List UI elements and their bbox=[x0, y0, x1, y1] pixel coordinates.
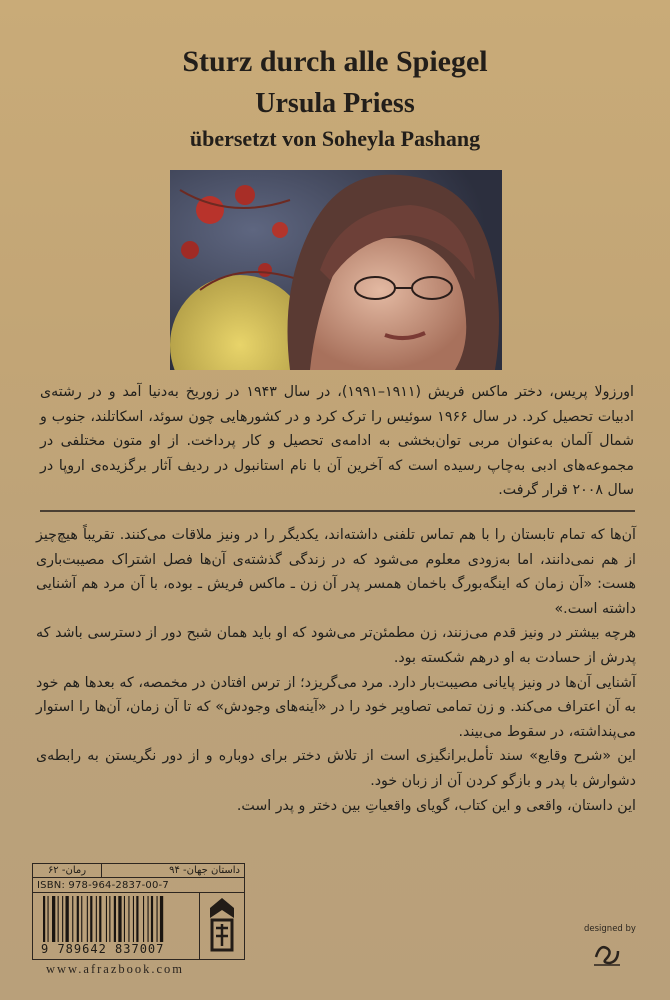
designer-credit: designed by bbox=[584, 924, 636, 934]
synopsis-paragraph: هرچه بیشتر در ونیز قدم می‌زنند، زن مطمئن‌تر می‌شود که او باید همان شبح دور از دسترسی باشد که پدرش از حسادت به او درهم شکسته بود. bbox=[36, 625, 636, 666]
author-name: Ursula Priess bbox=[255, 88, 415, 119]
author-bio: اورزولا پریس، دختر ماکس فریش (۱۹۱۱–۱۹۹۱)، در سال ۱۹۴۳ در زوریخ به‌دنیا آمد و در رشته‌ی ادبیات تحصیل کرد. در سال ۱۹۶۶ سوئیس را ترک کرد و در کشورهایی چون سوئد، اسکاتلند، جنوب و شمال آلمان به‌عنوان مربی توان‌بخشی به ادامه‌ی تحصیل و کار پرداخت. از او متون مختلفی در مجموعه‌های ادبی به‌چاپ رسیده است که آخرین آن با نام استانبول در ردیف آثار برگزیده‌ی اروپا در سال ۲۰۰۸ قرار گرفت. bbox=[40, 384, 634, 499]
barcode-digits: 9 789642 837007 bbox=[41, 942, 165, 956]
divider bbox=[40, 510, 635, 512]
novel-number: رمان- ۶۲ bbox=[33, 864, 102, 877]
synopsis-paragraph: آشنایی آن‌ها در ونیز پایانی مصیبت‌بار دارد. مرد می‌گریزد؛ از ترس افتادن در مخمصه، که بعدها هم خود به آن اعتراف می‌کند. و زن تمامی تصاویر خود را در «آینه‌های وجودش» که تا آن زمان، آن‌ها را استوار می‌پنداشته، در سقوط می‌بیند. bbox=[36, 674, 636, 740]
synopsis bbox=[36, 523, 636, 818]
series-info bbox=[33, 864, 245, 878]
synopsis-paragraph: این داستان، واقعی و این کتاب، گویای واقعیاتِ بین دختر و پدر است. bbox=[236, 797, 636, 814]
designer-signature-icon bbox=[590, 937, 624, 971]
series-number: داستان جهان- ۹۴ bbox=[169, 865, 240, 876]
translator-credit: übersetzt von Soheyla Pashang bbox=[189, 126, 481, 151]
barcode bbox=[33, 893, 200, 960]
synopsis-paragraph: این «شرح وقایع» سند تأمل‌برانگیزی است از تلاش دختر برای دوباره و از دور نگریستن به رابطه‌ی دشوارش با پدر و بازگو کردن آن از زبان خود. bbox=[36, 748, 636, 789]
website-url: www.afrazbook.com bbox=[46, 962, 185, 976]
isbn-number: ISBN: 978-964-2837-00-7 bbox=[33, 878, 245, 893]
afraz-logo-icon bbox=[208, 896, 236, 954]
publisher-logo bbox=[200, 893, 245, 960]
synopsis-paragraph: آن‌ها که تمام تابستان را با هم تماس تلفنی داشته‌اند، یکدیگر را در ونیز ملاقات می‌کنند. تقریباً هیچ‌چیز از هم نمی‌دانند، اما به‌زودی معلوم می‌شود که در زندگی گذشته‌ی آن‌ها فصل اشتراک مصیبت‌باری هست: «آن زمان که اینگه‌بورگ باخمان همسر پدر آن زن ـ ماکس فریش ـ بوده، با آن مرد هم آشنایی داشته است.» bbox=[36, 527, 636, 617]
book-title: Sturz durch alle Spiegel bbox=[182, 45, 488, 78]
author-photo bbox=[170, 170, 502, 370]
isbn-box bbox=[32, 863, 245, 960]
